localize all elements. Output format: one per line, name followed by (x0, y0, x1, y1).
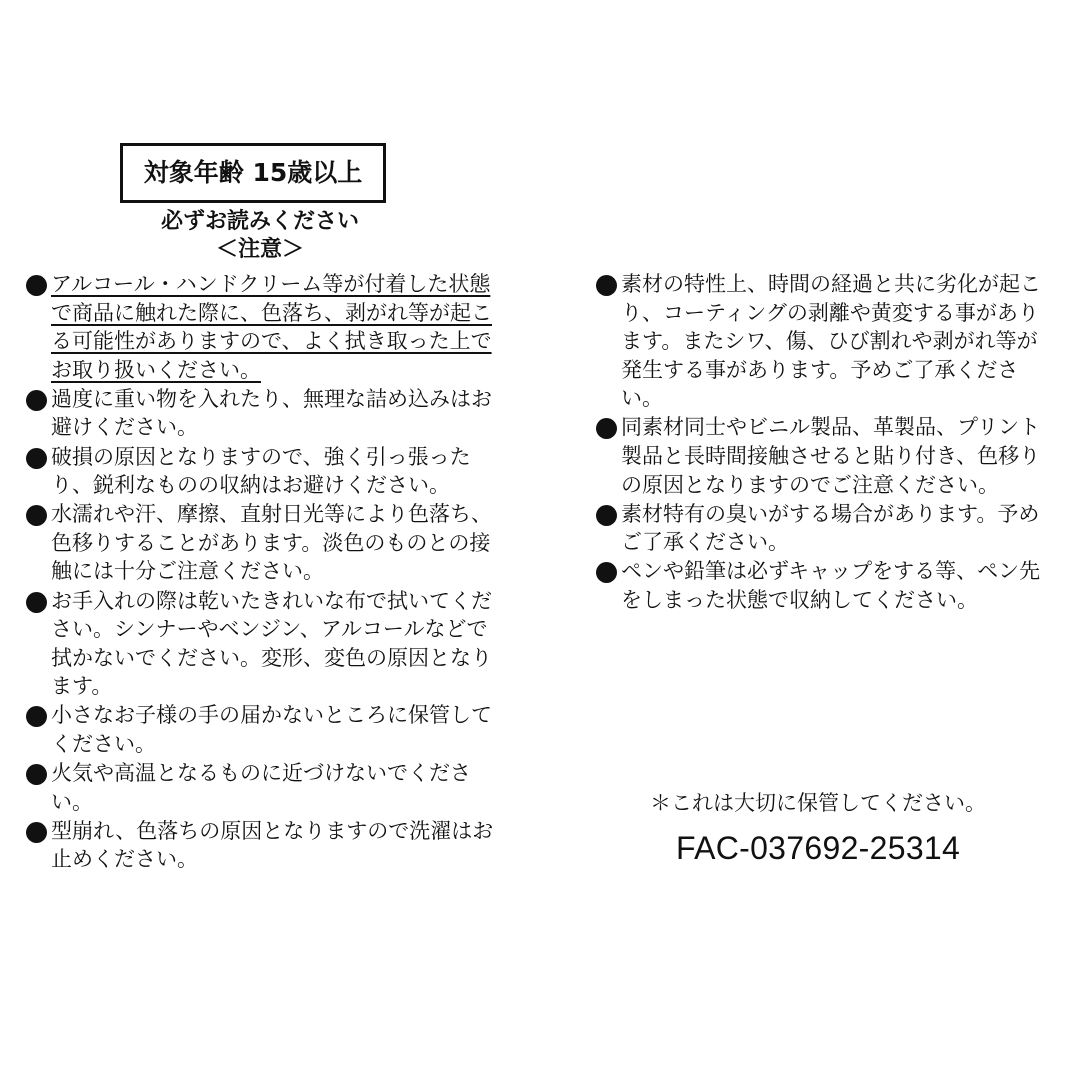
caution-text: 水濡れや汗、摩擦、直射日光等により色落ち、色移りすることがあります。淡色のものとの接触には十分ご注意ください。 (51, 502, 492, 584)
bullet-icon (26, 505, 47, 526)
caution-item (26, 270, 501, 384)
caution-text: お手入れの際は乾いたきれいな布で拭いてください。シンナーやベンジン、アルコールなどで拭かないでください。変形、変色の原因となります。 (51, 588, 492, 699)
caution-item (26, 701, 501, 758)
must-read-heading: 必ずお読みください (160, 209, 359, 234)
caution-text: 素材の特性上、時間の経過と共に劣化が起こり、コーティングの剥離や黄変する事があります。またシワ、傷、ひび割れや剥がれ等が発生する事があります。予めご了承ください。 (621, 272, 1041, 411)
caution-list-left (26, 270, 501, 874)
age-label-box (120, 143, 386, 203)
bullet-icon (26, 764, 47, 785)
caution-item (596, 557, 1058, 614)
caution-text: アルコール・ハンドクリーム等が付着した状態で商品に触れた際に、色落ち、剥がれ等が起こる可能性がありますので、よく拭き取った上でお取り扱いください。 (51, 272, 492, 382)
caution-text: 素材特有の臭いがする場合があります。予めご了承ください。 (621, 501, 1040, 555)
caution-text: 小さなお子様の手の届かないところに保管してください。 (51, 703, 492, 756)
caution-list-right (596, 270, 1058, 615)
product-code: FAC-037692-25314 (676, 830, 961, 866)
bullet-icon (596, 505, 617, 526)
caution-item (26, 759, 501, 816)
caution-text: 同素材同士やビニル製品、革製品、プリント製品と長時間接触させると貼り付き、色移りの原因となりますのでご注意ください。 (621, 415, 1041, 497)
bullet-icon (26, 822, 47, 843)
bullet-icon (26, 448, 47, 469)
storage-note: ＊これは大切に保管してください。 (650, 791, 986, 815)
age-label: 対象年齢 15歳以上 (143, 158, 363, 187)
caution-item (596, 270, 1058, 413)
caution-item (26, 500, 501, 586)
caution-text: 火気や高温となるものに近づけないでください。 (51, 761, 471, 814)
caution-item (26, 817, 501, 874)
caution-item (596, 413, 1058, 499)
caution-text: 破損の原因となりますので、強く引っ張ったり、鋭利なものの収納はお避けください。 (51, 444, 471, 498)
caution-item (26, 587, 501, 701)
caution-text: 過度に重い物を入れたり、無理な詰め込みはお避けください。 (51, 386, 492, 440)
bullet-icon (596, 275, 617, 296)
caution-title: ＜注意＞ (215, 237, 304, 262)
caution-item (26, 443, 501, 500)
bullet-icon (596, 418, 617, 439)
bullet-icon (596, 562, 617, 583)
bullet-icon (26, 706, 47, 727)
caution-item (26, 385, 501, 442)
bullet-icon (26, 390, 47, 411)
caution-text: ペンや鉛筆は必ずキャップをする等、ペン先をしまった状態で収納してください。 (621, 559, 1041, 613)
caution-item (596, 500, 1058, 557)
bullet-icon (26, 275, 47, 296)
bullet-icon (26, 592, 47, 613)
caution-text: 型崩れ、色落ちの原因となりますので洗濯はお止めください。 (51, 818, 494, 872)
